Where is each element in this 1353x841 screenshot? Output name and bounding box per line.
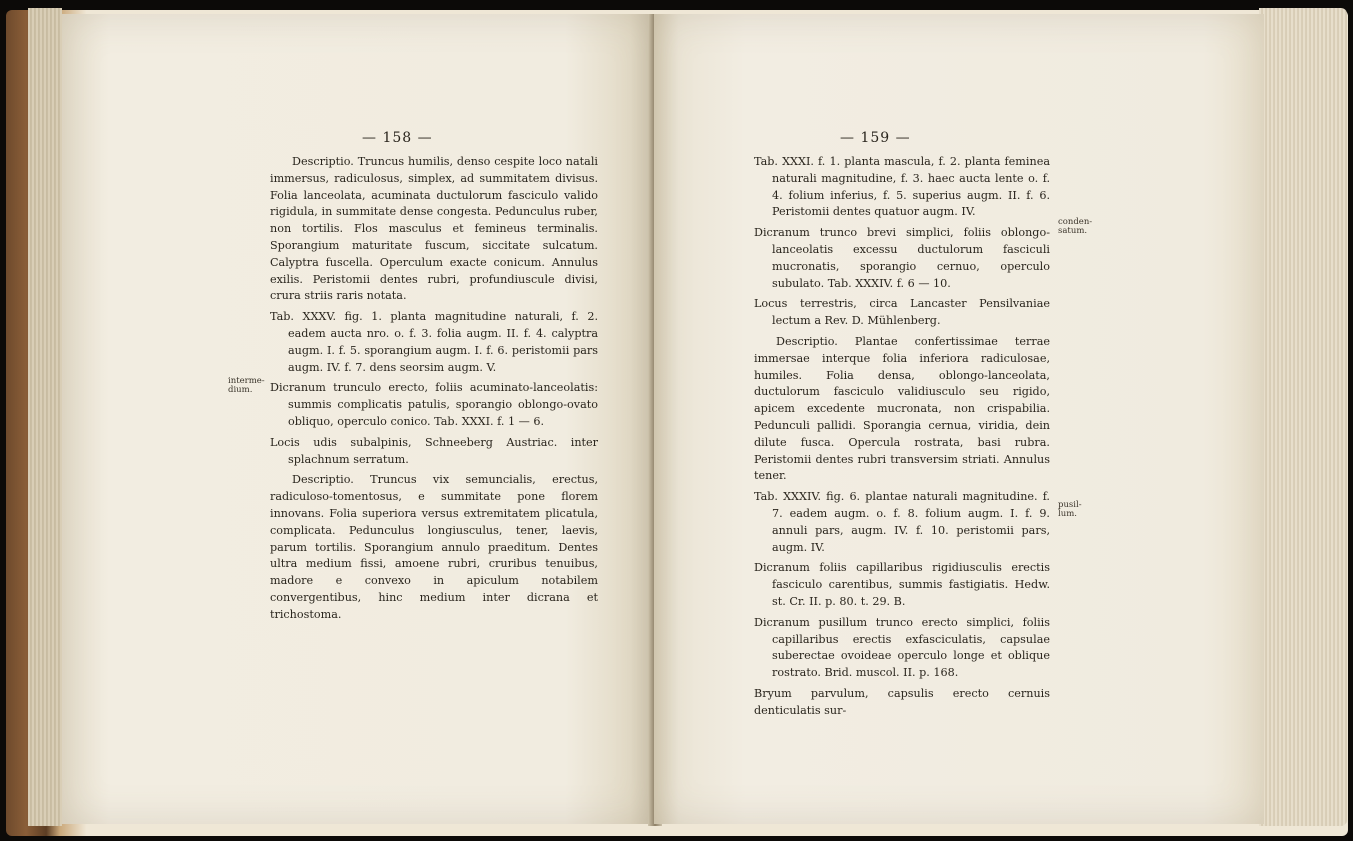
paragraph: Locus terrestris, circa Lancaster Pensilvaniae lectum a Rev. D. Mühlenberg. <box>754 297 1050 328</box>
margin-note: pusil- lum. <box>1058 500 1082 519</box>
paragraph: Descriptio. Plantae confertissimae terrae immersae interque folia inferiora radiculosae, humiles. Folia densa, oblongo-lanceolata, ductulorum fasciculo validiusculo seu rigido, apicem excedente mucronata, non crispabilia. Pedunculi pallidi. Sporangia cernua, viridia, dein dilute fusca. Opercula rostrata, basi rubra. Peristomii dentes rubri transversim striati. Annulus tener. <box>754 334 1050 483</box>
right-page-edges <box>1259 8 1347 826</box>
paragraph: Dicranum foliis capillaribus rigidiusculis erectis fasciculo carentibus, summis fastigiatis. Hedw. st. Cr. II. p. 80. t. 29. B. <box>754 561 1050 608</box>
margin-note: conden- satum. <box>1058 217 1093 236</box>
page-number: — 159 — <box>840 130 911 146</box>
left-page-text <box>270 154 598 624</box>
right-page <box>654 14 1264 824</box>
paragraph: Dicranum pusillum trunco erecto simplici, foliis capillaribus erectis exfasciculatis, capsulae suberectae ovoideae operculo longe et oblique rostrato. Brid. muscol. II. p. 168. <box>754 615 1050 680</box>
paragraph: Descriptio. Truncus humilis, denso cespite loco natali immersus, radiculosus, simplex, ad summitatem divisus. Folia lanceolata, acuminata ductulorum fasciculo valido rigidula, in summitate dense congesta. Pedunculus ruber, non tortilis. Flos masculus et femineus terminalis. Sporangium maturitate fuscum, siccitate sulcatum. Calyptra fuscella. Operculum exacte conicum. Annulus exilis. Peristomii dentes rubri, profundiuscule divisi, crura striis raris notata. <box>270 155 598 303</box>
paragraph: Tab. XXXIV. fig. 6. plantae naturali magnitudine. f. 7. eadem augm. o. f. 8. folium augm. I. f. 9. annuli pars, augm. IV. f. 10. peristomii pars, augm. IV. <box>754 490 1050 554</box>
left-page-edges <box>28 8 62 826</box>
page-number: — 158 — <box>362 130 433 146</box>
paragraph: Dicranum trunco brevi simplici, foliis oblongo-lanceolatis excessu ductulorum fasciculi mucronatis, sporangio cernuo, operculo subulato. Tab. XXXIV. f. 6 — 10. <box>754 226 1050 290</box>
paragraph: Tab. XXXV. fig. 1. planta magnitudine naturali, f. 2. eadem aucta nro. o. f. 3. folia augm. II. f. 4. calyptra augm. I. f. 5. sporangium augm. I. f. 6. peristomii pars augm. IV. f. 7. dens seorsim augm. V. <box>270 310 598 374</box>
paragraph: Bryum parvulum, capsulis erecto cernuis denticulatis sur- <box>754 686 1050 717</box>
paragraph: Descriptio. Truncus vix semuncialis, erectus, radiculoso-tomentosus, e summitate pone florem innovans. Folia superiora versus extremitatem plicatula, complicata. Pedunculus longiusculus, tener, laevis, parum tortilis. Sporangium annulo praeditum. Dentes ultra medium fissi, amoene rubri, cruribus tenuibus, madore e convexo in apiculum notabilem convergentibus, hinc medium inter dicrana et trichostoma. <box>270 473 598 621</box>
paragraph: Locis udis subalpinis, Schneeberg Austriac. inter splachnum serratum. <box>270 435 598 466</box>
paragraph: Dicranum trunculo erecto, foliis acuminato-lanceolatis: summis complicatis patulis, sporangio oblongo-ovato obliquo, operculo conico. Tab. XXXI. f. 1 — 6. <box>270 381 598 428</box>
paragraph: Tab. XXXI. f. 1. planta mascula, f. 2. planta feminea naturali magnitudine, f. 3. haec aucta lente o. f. 4. folium inferius, f. 5. superius augm. II. f. 6. Peristomii dentes quatuor augm. IV. <box>754 155 1050 219</box>
right-page-text <box>754 154 1050 720</box>
left-page <box>62 14 654 824</box>
margin-note: interme- dium. <box>228 376 265 395</box>
